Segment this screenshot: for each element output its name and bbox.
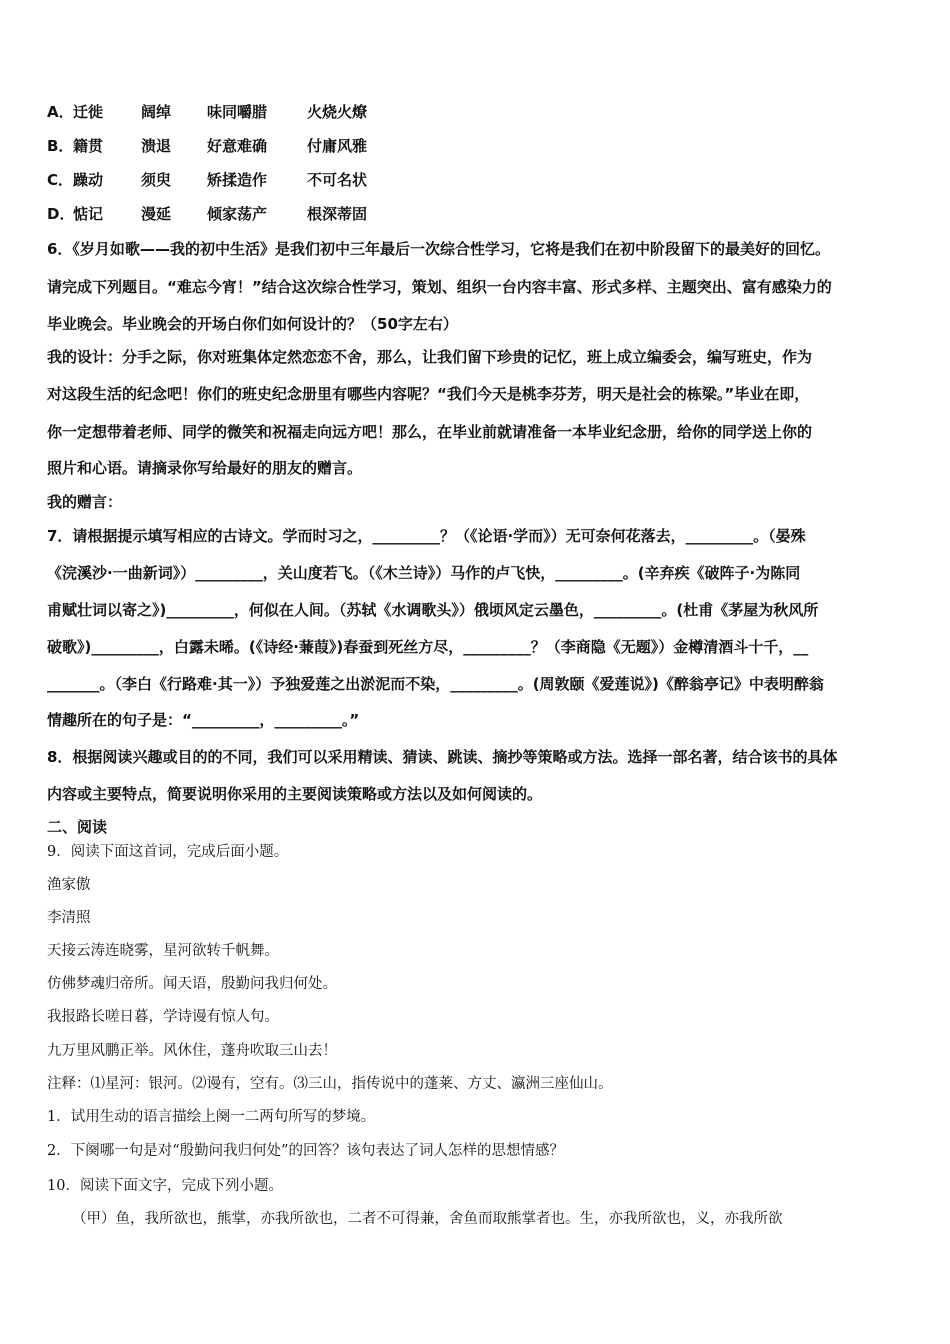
question-7-line: 7．请根据提示填写相应的古诗文。学而时习之，_________？（《论语·学而》）无可奈何花落去，_________。（晏殊 <box>47 527 806 545</box>
question-7-line: 情趣所在的句子是：“_________，_________。” <box>47 711 360 729</box>
option-b <box>47 135 367 157</box>
question-7-line: 《浣溪沙·一曲新词》）_________，关山度若飞。（《木兰诗》）马作的卢飞快，_________。(辛弃疾《破阵子·为陈同 <box>47 564 801 582</box>
poem-line: 九万里风鹏正举。风休住，蓬舟吹取三山去！ <box>47 1043 337 1059</box>
question-6-line: 照片和心语。请摘录你写给最好的朋友的赠言。 <box>47 459 363 477</box>
option-word: 惦记 <box>73 205 104 223</box>
passage-line: （甲）鱼，我所欲也，熊掌，亦我所欲也，二者不可得兼，舍鱼而取熊掌者也。生，亦我所欲也，义，亦我所欲 <box>72 1211 783 1227</box>
question-8-line: 内容或主要特点，简要说明你采用的主要阅读策略或方法以及如何阅读的。 <box>47 785 543 803</box>
option-word: 漫延 <box>141 205 172 223</box>
option-a <box>47 101 367 123</box>
poem-author: 李清照 <box>47 910 91 926</box>
option-word: 不可名状 <box>307 171 368 189</box>
sub-question: 1．试用生动的语言描绘上阕一二两句所写的梦境。 <box>47 1109 376 1125</box>
poem-note: 注释：⑴星河：银河。⑵谩有，空有。⑶三山，指传说中的蓬莱、方丈、瀛洲三座仙山。 <box>47 1076 613 1092</box>
poem-line: 我报路长嗟日暮，学诗谩有惊人句。 <box>47 1009 279 1025</box>
option-word: 付庸风雅 <box>307 137 368 155</box>
sub-question: 2．下阕哪一句是对“殷勤问我归何处”的回答？该句表达了词人怎样的思想情感？ <box>47 1143 565 1159</box>
question-6-line: 我的设计：分手之际，你对班集体定然恋恋不舍，那么，让我们留下珍贵的记忆，班上成立编委会，编写班史，作为 <box>47 348 813 366</box>
option-word: 阔绰 <box>141 103 172 121</box>
option-word: 溃退 <box>141 137 172 155</box>
option-word: 火烧火燎 <box>307 103 368 121</box>
poem-line: 天接云涛连晓雾，星河欲转千帆舞。 <box>47 943 279 959</box>
option-letter: B． <box>47 137 74 155</box>
question-10-intro: 10．阅读下面文字，完成下列小题。 <box>47 1178 283 1194</box>
option-c <box>47 169 367 191</box>
question-6-line: 我的赠言： <box>47 493 123 511</box>
option-word: 矫揉造作 <box>207 171 268 189</box>
question-7-line: _______。（李白《行路难·其一》）予独爱莲之出淤泥而不染，_________。(周敦颐《爱莲说》)《醉翁亭记》中表明醉翁 <box>47 675 824 693</box>
question-7-line: 甫赋壮词以寄之》)_________，何似在人间。（苏轼《水调歌头》）俄顷风定云墨色，_________。(杜甫《茅屋为秋风所 <box>47 601 819 619</box>
question-6-line: 请完成下列题目。“难忘今宵！”结合这次综合性学习，策划、组织一台内容丰富、形式多样、主题突出、富有感染力的 <box>47 278 832 296</box>
option-word: 须臾 <box>141 171 172 189</box>
question-9-intro: 9．阅读下面这首词，完成后面小题。 <box>47 844 289 860</box>
option-d <box>47 203 367 225</box>
option-word: 好意难确 <box>207 137 268 155</box>
question-6-line: 你一定想带着老师、同学的微笑和祝福走向远方吧！那么，在毕业前就请准备一本毕业纪念册，给你的同学送上你的 <box>47 423 813 441</box>
option-word: 籍贯 <box>73 137 104 155</box>
question-6-line: 6．《岁月如歌——我的初中生活》是我们初中三年最后一次综合性学习，它将是我们在初中阶段留下的最美好的回忆。 <box>47 240 830 258</box>
option-word: 躁动 <box>73 171 104 189</box>
option-letter: D． <box>47 205 75 223</box>
question-6-line: 毕业晚会。毕业晚会的开场白你们如何设计的？（50字左右） <box>47 315 458 333</box>
option-letter: A． <box>47 103 74 121</box>
option-word: 味同嚼腊 <box>207 103 268 121</box>
poem-line: 仿佛梦魂归帝所。闻天语，殷勤问我归何处。 <box>47 976 337 992</box>
question-6-line: 对这段生活的纪念吧！你们的班史纪念册里有哪些内容呢？“我们今天是桃李芬芳，明天是社会的栋梁。”毕业在即， <box>47 385 810 403</box>
question-7-line: 破歌》)_________，白露未晞。(《诗经·蒹葭》)春蚕到死丝方尽，_________？（李商隐《无题》）金樽清酒斗十千，__ <box>47 638 809 656</box>
poem-title: 渔家傲 <box>47 877 91 893</box>
question-8-line: 8．根据阅读兴趣或目的的不同，我们可以采用精读、猜读、跳读、摘抄等策略或方法。选择一部名著，结合该书的具体 <box>47 748 838 766</box>
section-heading: 二、阅读 <box>47 818 108 836</box>
option-word: 根深蒂固 <box>307 205 368 223</box>
option-word: 迁徙 <box>73 103 104 121</box>
option-letter: C． <box>47 171 74 189</box>
option-word: 倾家荡产 <box>207 205 268 223</box>
